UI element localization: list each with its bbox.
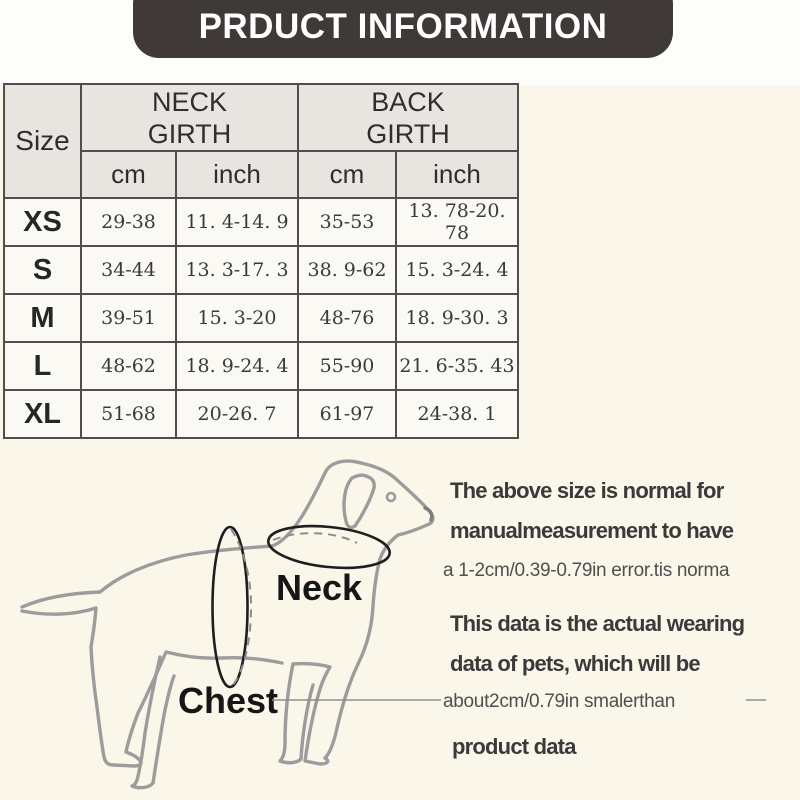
neck-inch-value: 15. 3-20	[176, 294, 298, 342]
table-row	[4, 390, 518, 438]
back-cm-value: 61-97	[298, 390, 396, 438]
header-size: Size	[4, 84, 81, 198]
note-line-4: This data is the actual wearing	[450, 611, 745, 636]
size-label: XS	[4, 198, 81, 246]
back-inch-value: 18. 9-30. 3	[396, 294, 518, 342]
header-neck-inch: inch	[176, 151, 298, 198]
dog-ear	[344, 475, 374, 527]
back-inch-value: 13. 78-20. 78	[396, 198, 518, 246]
table-row	[4, 246, 518, 294]
note-line-1: The above size is normal for	[450, 478, 724, 503]
note-line-6: about2cm/0.79in smalerthan	[443, 691, 675, 712]
note-line-5: data of pets, which will be	[450, 651, 700, 676]
neck-inch-value: 18. 9-24. 4	[176, 342, 298, 390]
note-line-3: a 1-2cm/0.39-0.79in error.tis norma	[443, 560, 730, 581]
dog-eye	[387, 493, 395, 501]
table-header-row	[4, 84, 518, 151]
neck-inch-value: 13. 3-17. 3	[176, 246, 298, 294]
size-chart-table	[3, 83, 519, 439]
product-information-banner	[133, 0, 673, 58]
note-line-7: product data	[452, 734, 576, 759]
table-row	[4, 342, 518, 390]
neck-measure-band	[266, 521, 392, 574]
note-line-2: manualmeasurement to have	[450, 518, 734, 543]
back-inch-value: 24-38. 1	[396, 390, 518, 438]
neck-cm-value: 48-62	[81, 342, 176, 390]
neck-cm-value: 51-68	[81, 390, 176, 438]
back-cm-value: 35-53	[298, 198, 396, 246]
dog-far-rear-leg	[132, 657, 174, 788]
page-title: PRDUCT INFORMATION	[198, 7, 608, 46]
neck-cm-value: 39-51	[81, 294, 176, 342]
neck-inch-value: 20-26. 7	[176, 390, 298, 438]
back-cm-value: 38. 9-62	[298, 246, 396, 294]
table-row	[4, 294, 518, 342]
size-label: XL	[4, 390, 81, 438]
header-back-girth-line1: BACK	[371, 86, 445, 117]
dog-tail	[22, 608, 96, 647]
header-back-cm: cm	[298, 151, 396, 198]
table-units-row	[4, 151, 518, 198]
header-neck-girth-line2: GIRTH	[147, 118, 232, 149]
back-inch-value: 15. 3-24. 4	[396, 246, 518, 294]
size-label: M	[4, 294, 81, 342]
neck-cm-value: 34-44	[81, 246, 176, 294]
back-inch-value: 21. 6-35. 43	[396, 342, 518, 390]
header-back-girth-line2: GIRTH	[366, 118, 450, 149]
neck-label: Neck	[276, 567, 363, 608]
back-cm-value: 55-90	[298, 342, 396, 390]
header-back-inch: inch	[396, 151, 518, 198]
table-row	[4, 198, 518, 246]
neck-cm-value: 29-38	[81, 198, 176, 246]
header-neck-cm: cm	[81, 151, 176, 198]
header-back-girth	[298, 84, 518, 151]
size-label: S	[4, 246, 81, 294]
neck-inch-value: 11. 4-14. 9	[176, 198, 298, 246]
dog-nose	[425, 508, 432, 520]
back-cm-value: 48-76	[298, 294, 396, 342]
header-neck-girth	[81, 84, 298, 151]
chest-label: Chest	[178, 680, 279, 721]
header-neck-girth-line1: NECK	[151, 86, 227, 117]
size-label: L	[4, 342, 81, 390]
